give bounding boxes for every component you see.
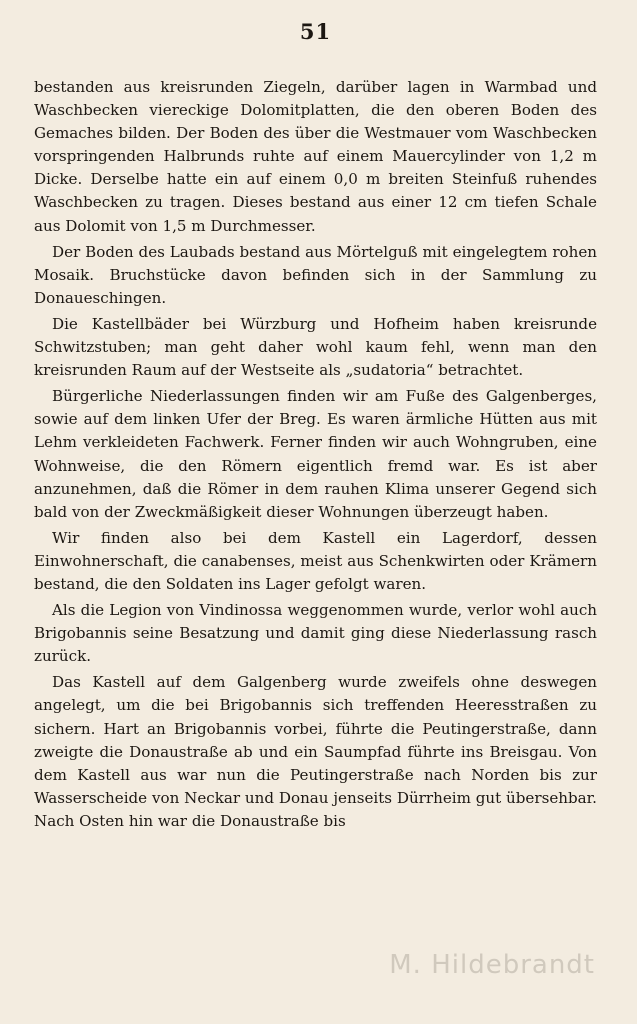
body-text [34, 76, 597, 833]
paragraph-3: Die Kastellbäder bei Würzburg und Hofheim haben kreisrunde Schwitzstuben; man geht daher wohl kaum fehl, wenn man den kreisrunden Raum auf der Westseite als „sudatoria“ betrachtet. [34, 314, 597, 380]
paragraph-1: bestanden aus kreisrunden Ziegeln, darüber lagen in Warmbad und Waschbecken viereckige Dolomitplatten, die den oberen Boden des Gemaches bilden. Der Boden des über die Westmauer vom Waschbecken vorspringenden Halbrunds ruhte auf einem Mauercylinder von 1,2 m Dicke. Derselbe hatte ein auf einem 0,0 m breiten Steinfuß ruhendes Waschbecken zu tragen. Dieses bestand aus einer 12 cm tiefen Schale aus Dolomit von 1,5 m Durchmesser. [34, 78, 597, 235]
page-number: 51 [299, 19, 332, 44]
watermark: M. Hildebrandt [389, 950, 595, 980]
paragraph-6: Als die Legion von Vindinossa weggenommen wurde, verlor wohl auch Brigobannis seine Besatzung und damit ging diese Niederlassung rasch zurück. [34, 601, 597, 666]
paragraph-5: Wir finden also bei dem Kastell ein Lagerdorf, dessen Einwohnerschaft, die canabenses, meist aus Schenkwirten oder Krämern bestand, die den Soldaten ins Lager gefolgt waren. [34, 528, 597, 593]
paragraph-7: Das Kastell auf dem Galgenberg wurde zweifels ohne deswegen angelegt, um die bei Brigobannis sich treffenden Heeresstraßen zu sichern. Hart an Brigobannis vorbei, führte die Peutingerstraße, dann zweigte die Donaustraße ab und ein Saumpfad führte ins Breisgau. Von dem Kastell aus war nun die Peutingerstraße nach Norden bis zur Wasserscheide von Neckar und Donau jenseits Dürrheim gut übersehbar. Nach Osten hin war die Donaustraße bis [34, 673, 597, 830]
paragraph-2: Der Boden des Laubads bestand aus Mörtelguß mit eingelegtem rohen Mosaik. Bruchstücke davon befinden sich in der Sammlung zu Donaueschingen. [34, 242, 597, 307]
paragraph-4: Bürgerliche Niederlassungen finden wir am Fuße des Galgenberges, sowie auf dem linken Ufer der Breg. Es waren ärmliche Hütten aus mit Lehm verkleideten Fachwerk. Ferner finden wir auch Wohngruben, eine Wohnweise, die den Römern eigentlich fremd war. Es ist aber anzunehmen, daß die Römer in dem rauhen Klima unserer Gegend sich bald von der Zweckmäßigkeit dieser Wohnungen überzeugt haben. [34, 387, 597, 521]
